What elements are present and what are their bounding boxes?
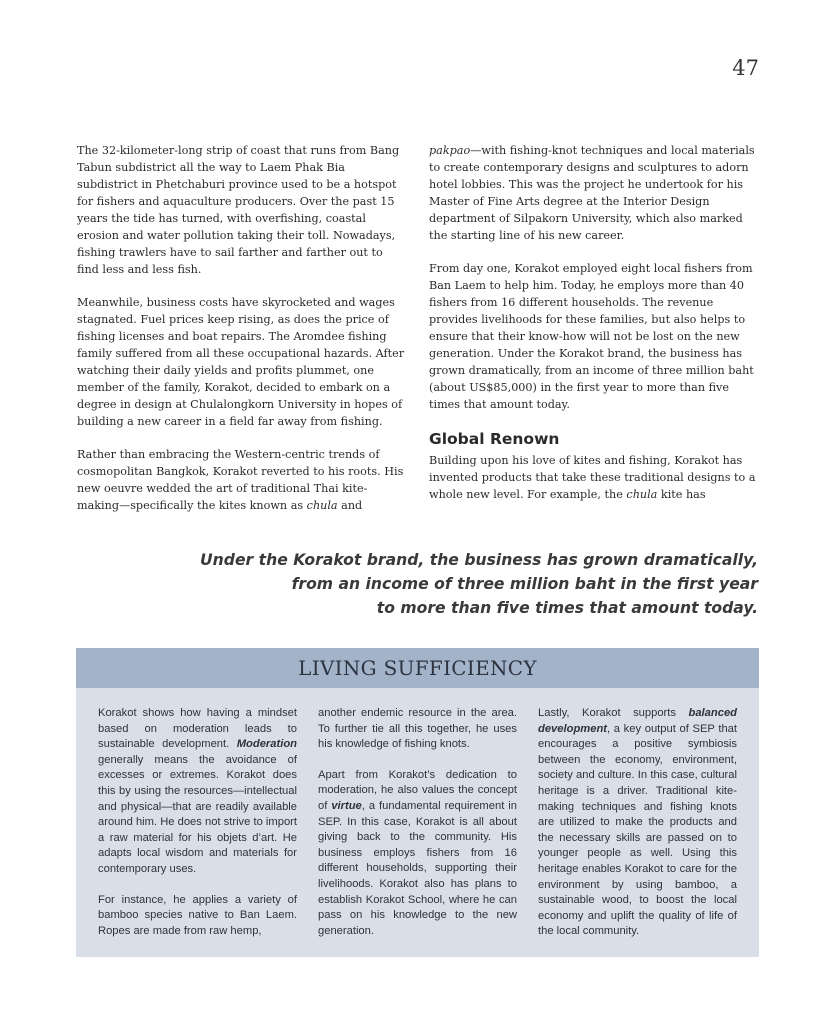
page-number: 47 xyxy=(732,56,759,80)
pull-quote xyxy=(198,548,758,620)
box-column-2 xyxy=(318,706,517,954)
article-column-left xyxy=(77,142,407,514)
box-column-1 xyxy=(98,706,297,954)
box-paragraph: Korakot shows how having a mindset based on moderation leads to sustainable development. Moderation generally means the avoidance of excesses or extremes. Korakot does this by using the resources—intellectual and physical—that are readily available around him. He does not strive to import a raw material for his objets d’art. He adapts local wisdom and materials for contemporary uses. xyxy=(98,707,297,875)
emphasis-text: chula xyxy=(626,488,658,501)
article-paragraph: pakpao—with fishing-knot techniques and local materials to create contemporary designs and sculptures to adorn hotel lobbies. This was the project he undertook for his Master of Fine Arts degree at the Interior Design department of Silpakorn University, which also marked the starting line of his new career. xyxy=(429,144,755,242)
article-paragraph: The 32-kilometer-long strip of coast that runs from Bang Tabun subdistrict all the way to Laem Phak Bia subdistrict in Phetchaburi province used to be a hotspot for fishers and aquaculture producers. Over the past 15 years the tide has turned, with overfishing, coastal erosion and water pollution taking their toll. Nowadays, fishing trawlers have to sail farther and farther out to find less and less fish. xyxy=(77,144,400,276)
box-column-3 xyxy=(538,706,737,955)
box-title: LIVING SUFFICIENCY xyxy=(76,648,759,688)
key-term: Moderation xyxy=(236,738,297,751)
living-sufficiency-box xyxy=(76,648,759,957)
article-paragraph: Meanwhile, business costs have skyrocketed and wages stagnated. Fuel prices keep rising, as does the price of fishing licenses and boat repairs. The Aromdee fishing family suffered from all these occupational hazards. After watching their daily yields and profits plummet, one member of the family, Korakot, decided to embark on a degree in design at Chulalongkorn University in hopes of building a new career in a field far away from fishing. xyxy=(77,296,405,428)
key-term: balanced development xyxy=(538,707,737,735)
box-paragraph: Lastly, Korakot supports balanced development, a key output of SEP that encourages a positive symbiosis between the economy, environment, society and culture. In this case, cultural heritage is a driver. Traditional kite-making techniques and fishing knots are utilized to make the products and the necessary skills are passed on to younger people as well. Using this heritage enables Korakot to care for the environment by using bamboo, a sustainable wood, to boost the local economy and uplift the quality of life of the local community. xyxy=(538,707,737,938)
box-paragraph: Apart from Korakot’s dedication to moderation, he also values the concept of virtue, a fundamental requirement in SEP. In this case, Korakot is all about giving back to the community. His business employs fishers from 16 different households, supporting their livelihoods. Korakot also has plans to establish Korakot School, where he can pass on his knowledge to the new generation. xyxy=(318,768,517,937)
emphasis-text: chula xyxy=(306,499,338,512)
section-heading: Global Renown xyxy=(429,430,560,448)
article-paragraph: Building upon his love of kites and fishing, Korakot has invented products that take these traditional designs to a whole new level. For example, the chula kite has xyxy=(429,454,756,501)
key-term: virtue xyxy=(331,799,362,812)
pull-quote-line: from an income of three million baht in the first year xyxy=(291,575,758,593)
emphasis-text: pakpao xyxy=(429,144,471,157)
box-paragraph: another endemic resource in the area. To further tie all this together, he uses his knowledge of fishing knots. xyxy=(318,707,517,751)
pull-quote-line: Under the Korakot brand, the business has grown dramatically, xyxy=(200,551,758,569)
article-paragraph: Rather than embracing the Western-centric trends of cosmopolitan Bangkok, Korakot reverted to his roots. His new oeuvre wedded the art of traditional Thai kite-making—specifically the kites known as chula and xyxy=(77,448,404,512)
article-paragraph: From day one, Korakot employed eight local fishers from Ban Laem to help him. Today, he employs more than 40 fishers from 16 different households. The revenue provides livelihoods for these families, but also helps to ensure that their know-how will not be lost on the new generation. Under the Korakot brand, the business has grown dramatically, from an income of three million baht (about US$85,000) in the first year to more than five times that amount today. xyxy=(429,262,754,411)
pull-quote-line: to more than five times that amount today. xyxy=(376,599,758,617)
article-column-right xyxy=(429,142,763,503)
box-paragraph: For instance, he applies a variety of bamboo species native to Ban Laem. Ropes are made from raw hemp, xyxy=(98,893,297,937)
